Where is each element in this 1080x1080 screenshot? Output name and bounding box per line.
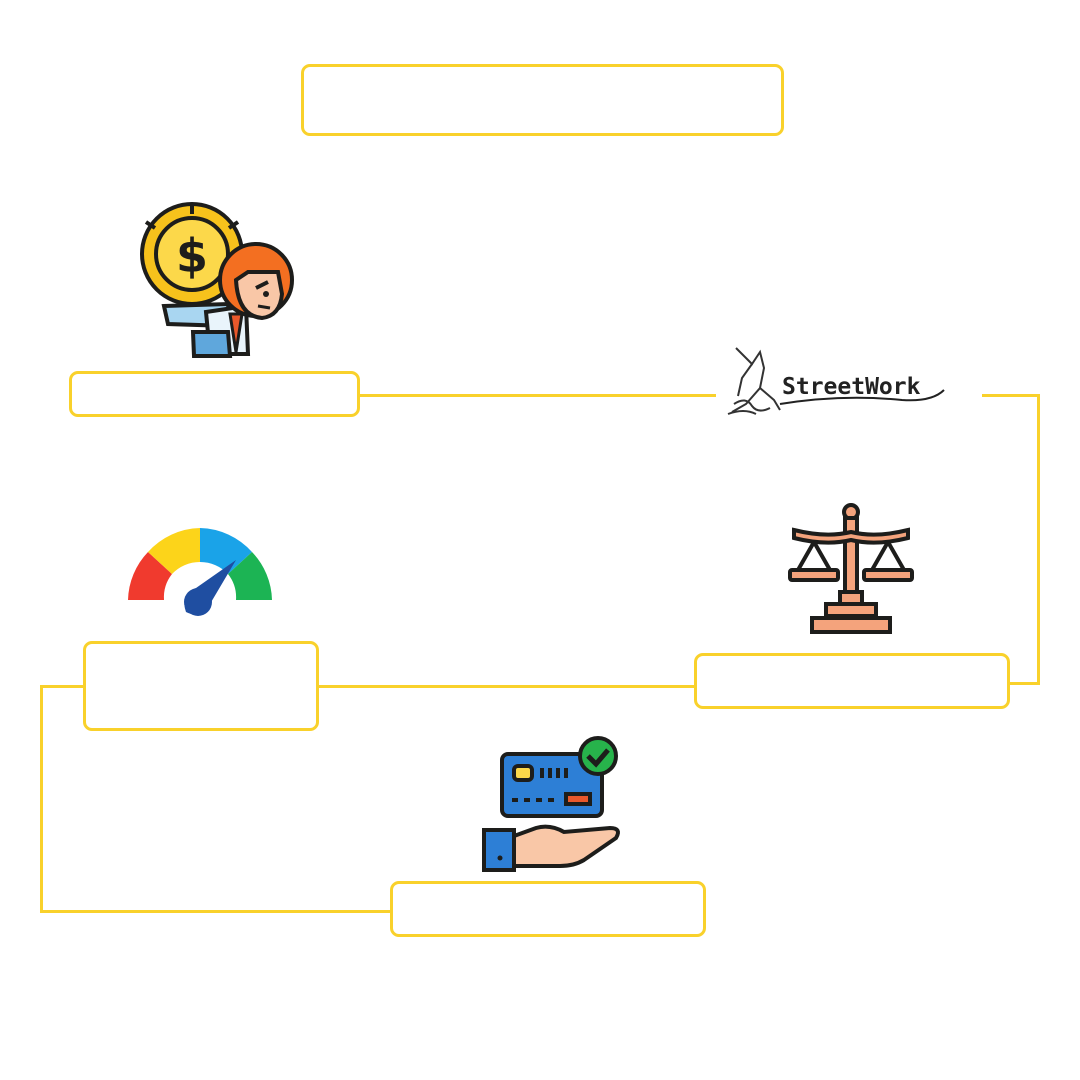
connector-left-stub <box>40 685 86 688</box>
streetwork-logo-dancer-icon <box>728 348 780 414</box>
connector-right-vertical <box>1037 394 1040 685</box>
title-box <box>301 64 784 136</box>
scales-of-justice-icon <box>786 500 916 640</box>
connector-to-step2 <box>1007 682 1040 685</box>
person-carrying-coin-icon <box>138 202 300 362</box>
connector-step1-to-logo <box>358 394 716 397</box>
connector-left-vertical <box>40 685 43 913</box>
connector-logo-right <box>982 394 1040 397</box>
svg-text:$: $ <box>175 229 209 283</box>
step-4-box <box>390 881 706 937</box>
card-payment-hand-icon <box>480 736 624 874</box>
logo-text: StreetWork <box>782 374 921 400</box>
step-2-box <box>694 653 1010 709</box>
step-1-box <box>69 371 360 417</box>
connector-to-step4 <box>40 910 392 913</box>
streetwork-logo <box>722 342 954 422</box>
speedometer-gauge-icon <box>120 516 280 622</box>
step-3-box <box>83 641 319 731</box>
connector-step3-to-step2 <box>316 685 696 688</box>
